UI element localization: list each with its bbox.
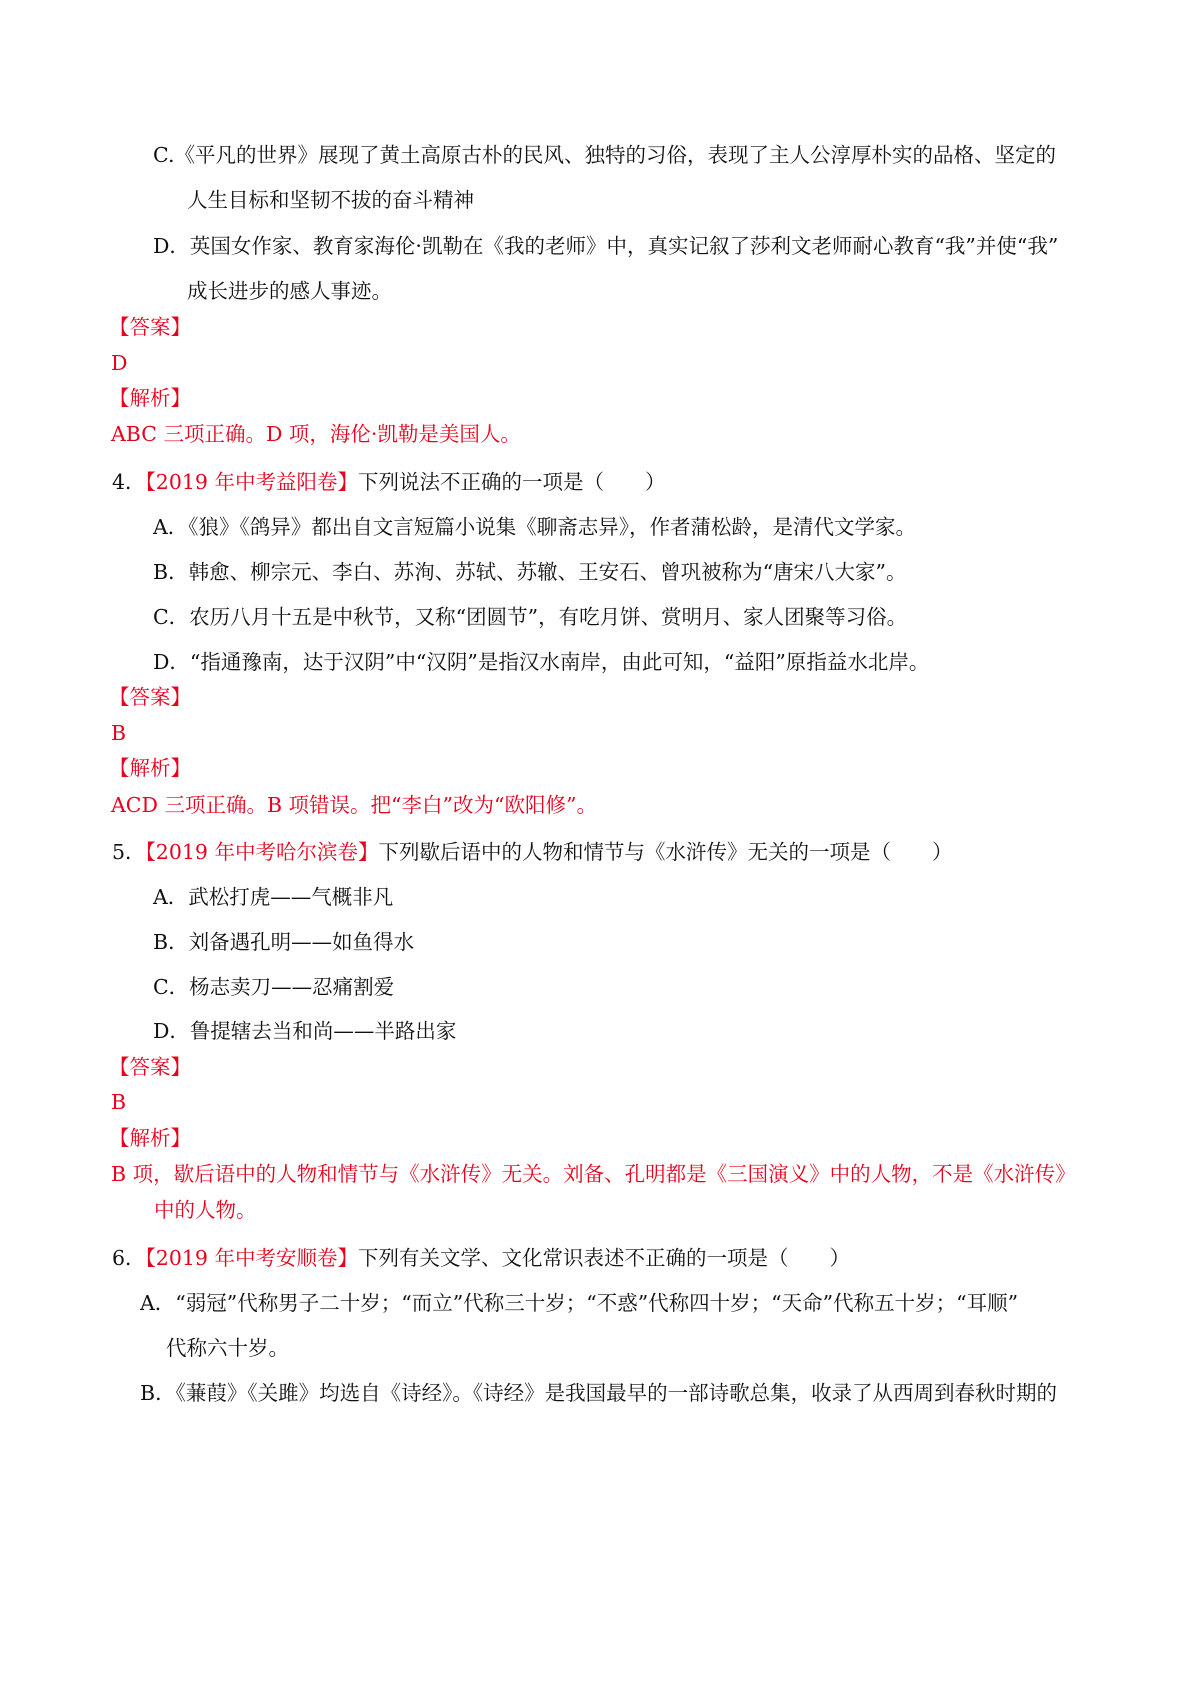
q4-option-a: A．《狼》《鸽异》都出自文言短篇小说集《聊斋志异》，作者蒲松龄，是清代文学家。 — [153, 515, 917, 539]
q3-option-c: C.《平凡的世界》展现了黄土高原古朴的民风、独特的习俗，表现了主人公淳厚朴实的品格、坚定的 — [153, 143, 1056, 167]
q3-answer: D — [111, 351, 128, 375]
q5-analysis-label: 【解析】 — [109, 1126, 191, 1150]
q5-analysis-continuation: 中的人物。 — [154, 1198, 257, 1222]
q4-number: 4． — [112, 470, 146, 494]
q5-option-a: A．武松打虎——气概非凡 — [153, 885, 394, 909]
q5-option-b: B．刘备遇孔明——如鱼得水 — [153, 930, 415, 954]
q5-number: 5． — [112, 840, 146, 864]
q4-stem — [112, 468, 665, 496]
q5-option-d: D．鲁提辖去当和尚——半路出家 — [153, 1019, 457, 1043]
q6-option-b: B．《蒹葭》《关雎》均选自《诗经》。《诗经》是我国最早的一部诗歌总集，收录了从西周到春秋时期的 — [140, 1381, 1058, 1405]
q4-analysis: ACD 三项正确。B 项错误。把“李白”改为“欧阳修”。 — [111, 793, 597, 817]
q4-option-b: B．韩愈、柳宗元、李白、苏洵、苏轼、苏辙、王安石、曾巩被称为“唐宋八大家”。 — [153, 560, 907, 584]
q6-option-a: A．“弱冠”代称男子二十岁；“而立”代称三十岁；“不惑”代称四十岁；“天命”代称五十岁；“耳顺” — [140, 1291, 1019, 1315]
q4-analysis-label: 【解析】 — [109, 756, 191, 780]
q4-source-tag: 【2019 年中考益阳卷】 — [145, 470, 358, 494]
q5-stem — [112, 838, 952, 866]
q6-stem-text: 下列有关文学、文化常识表述不正确的一项是（ ） — [357, 1246, 850, 1270]
q6-option-a-continuation: 代称六十岁。 — [166, 1336, 289, 1360]
q4-option-d: D．“指通豫南，达于汉阴”中“汉阴”是指汉水南岸，由此可知，“益阳”原指益水北岸。 — [153, 650, 930, 674]
q3-option-d: D．英国女作家、教育家海伦·凯勒在《我的老师》中，真实记叙了莎利文老师耐心教育“我”并使“我” — [153, 234, 1059, 258]
q5-stem-text: 下列歇后语中的人物和情节与《水浒传》无关的一项是（ ） — [378, 840, 953, 864]
q3-option-d-continuation: 成长进步的感人事迹。 — [187, 279, 392, 303]
q6-stem — [112, 1244, 850, 1272]
q4-option-c: C．农历八月十五是中秋节，又称“团圆节”，有吃月饼、赏明月、家人团聚等习俗。 — [153, 605, 908, 629]
q5-answer: B — [111, 1090, 127, 1114]
q5-answer-label: 【答案】 — [109, 1055, 191, 1079]
q6-number: 6． — [112, 1246, 146, 1270]
q4-answer-label: 【答案】 — [109, 685, 191, 709]
q6-source-tag: 【2019 年中考安顺卷】 — [145, 1246, 358, 1270]
q3-analysis: ABC 三项正确。D 项，海伦·凯勒是美国人。 — [111, 422, 521, 446]
q5-analysis: B 项，歇后语中的人物和情节与《水浒传》无关。刘备、孔明都是《三国演义》中的人物，不是《水浒传》 — [111, 1162, 1076, 1186]
q3-answer-label: 【答案】 — [109, 315, 191, 339]
q4-stem-text: 下列说法不正确的一项是（ ） — [357, 470, 666, 494]
q3-analysis-label: 【解析】 — [109, 386, 191, 410]
q5-option-c: C．杨志卖刀——忍痛割爱 — [153, 975, 395, 999]
q4-answer: B — [111, 721, 127, 745]
q5-source-tag: 【2019 年中考哈尔滨卷】 — [145, 840, 379, 864]
q3-option-c-continuation: 人生目标和坚韧不拔的奋斗精神 — [187, 188, 474, 212]
